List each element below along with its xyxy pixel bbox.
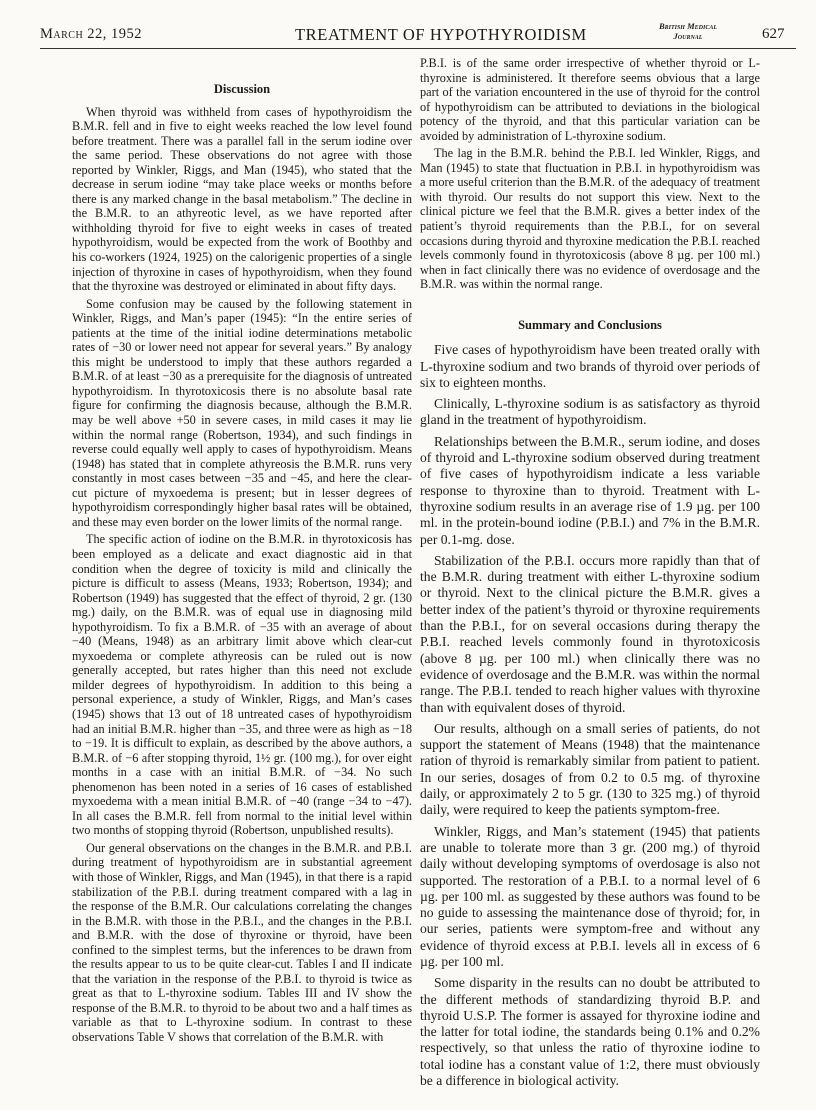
summary-paragraph: Five cases of hypothyroidism have been treated orally with L-thyroxine sodium and two brands of thyroid over periods of six to eighteen months.: [420, 342, 760, 390]
paragraph: When thyroid was withheld from cases of hypothyroidism the B.M.R. fell and in five to eight weeks reached the low level found before treatment. There was a parallel fall in the serum iodine over the same period. These observations do not agree with those reported by Winkler, Riggs, and Man (1945), who stated that the decrease in serum iodine “may take place weeks or months before there is any marked change in the basal metabolism.” The decline in the B.M.R. to an athyreotic level, as we have reported after withholding thyroid for five to eight weeks in cases of treated hypothyroidism, would be expected from the work of Boothby and his co-workers (1924, 1925) on the calorigenic properties of a single injection of thyroxine in cases of hypothyroidism, when they found that the thyroxine was destroyed or eliminated in about fifty days.: [72, 104, 412, 294]
paragraph: Some confusion may be caused by the following statement in Winkler, Riggs, and Man’s paper (1945): “In the entire series of patients at the time of the initial iodine determinations metabolic rates of −30 or lower need not appear for several years.” By analogy this might be understood to imply that these authors regarded a B.M.R. of at least −30 as a prerequisite for the diagnosis of untreated hypothyroidism. In thyrotoxicosis there is no absolute basal rate figure for confirming the diagnosis because, although the B.M.R. may be well above +50 in severe cases, in mild cases it may lie within the normal range (Robertson, 1934), and such findings in reverse could equally well apply to cases of hypothyroidism. Means (1948) has stated that in complete athyreosis the B.M.R. runs very constantly in most cases between −35 and −45, and here the clear-cut picture of myxoedema is present; but in lesser degrees of hypothyroidism correspondingly higher basal rates will be obtained, and these may even border on the lower limits of the normal range.: [72, 296, 412, 529]
left-column: [72, 62, 412, 1048]
section-heading-discussion: Discussion: [213, 82, 271, 96]
summary-paragraph: Winkler, Riggs, and Man’s statement (1945) that patients are unable to tolerate more than 3 gr. (200 mg.) of thyroid daily without developing symptoms of overdosage is also not supported. The restoration of a P.B.I. to a normal level of 6 µg. per 100 ml. as suggested by these authors was found to be no guide to assessing the maintenance dose of thyroid; for, in our series, patients were symptom-free and without any evidence of thyroid excess at P.B.I. levels all in excess of 6 µg. per 100 ml.: [420, 823, 760, 969]
header-date: March 22, 1952: [40, 26, 143, 42]
page-number: 627: [762, 26, 785, 42]
summary-paragraph: Stabilization of the P.B.I. occurs more rapidly than that of the B.M.R. during treatment with either L-thyroxine sodium or thyroid. Next to the clinical picture the B.M.R. gives a better index of the patient’s thyroid or thyroxine requirements than the P.B.I., for on several occasions during therapy the P.B.I. reached levels commonly found in thyrotoxicosis (above 8 µg. per 100 ml.) when clinically there was no evidence of overdosage and the B.M.R. was within the normal range. The P.B.I. tended to reach higher values with thyroxine than with equivalent doses of thyroid.: [420, 552, 760, 715]
journal-name: British Medical Journal: [658, 21, 718, 41]
summary-paragraph: Some disparity in the results can no doubt be attributed to the different methods of standardizing thyroid B.P. and thyroid U.S.P. The former is assayed for thyroxine iodine and the latter for total iodine, the standards being 0.1% and 0.2% respectively, so that unless the ratio of thyroxine iodine to total iodine has a constant value of 1:2, there must obviously be a difference in biological activity.: [420, 975, 760, 1089]
summary-paragraph: Our results, although on a small series of patients, do not support the statement of Means (1948) that the maintenance ration of thyroid is remarkably similar from patient to patient. In our series, dosages of from 0.2 to 0.5 mg. of thyroxine daily, or approximately 2 to 5 gr. (130 to 325 mg.) of thyroid daily, were required to keep the patients symptom-free.: [420, 720, 760, 818]
header-rule: [40, 48, 796, 49]
paragraph: P.B.I. is of the same order irrespective of whether thyroid or L-thyroxine is administered. It therefore seems obvious that a large part of the variation encountered in the use of thyroid for the control of hypothyroidism can be attributed to deviations in the biological potency of the thyroid, and that this particular variation can be avoided by administration of L-thyroxine sodium.: [420, 56, 760, 143]
paragraph: The specific action of iodine on the B.M.R. in thyrotoxicosis has been employed as a delicate and exact diagnostic aid in that condition when the degree of toxicity is mild and clinically the picture is difficult to assess (Means, 1933; Robertson, 1934); and Robertson (1949) has suggested that the effect of thyroid, 2 gr. (130 mg.) daily, on the B.M.R. was of equal use in diagnosing mild hypothyroidism. To fix a B.M.R. of −35 with an average of about −40 (Means, 1948) as an arbitrary limit above which clear-cut myxoedema or complete athyreosis can be ruled out is now generally accepted, but rates higher than this need not exclude milder degrees of hypothyroidism. In addition to this being a personal experience, a study of Winkler, Riggs, and Man’s cases (1945) shows that 13 out of 18 untreated cases of hypothyroidism had an initial B.M.R. higher than −35, and three were as high as −18 to −19. It is difficult to explain, as described by the above authors, a B.M.R. of −6 after stopping thyroid, 1½ gr. (100 mg.), for over eight months in a case with an initial B.M.R. of −34. No such phenomenon has been noted in a series of 16 cases of established myxoedema with a mean initial B.M.R. of −40 (range −34 to −47). In all cases the B.M.R. fell from normal to the initial level within two months of stopping thyroid (Robertson, unpublished results).: [72, 532, 412, 838]
header-title: TREATMENT OF HYPOTHYROIDISM: [295, 25, 587, 44]
summary-paragraph: Clinically, L-thyroxine sodium is as satisfactory as thyroid gland in the treatment of hypothyroidism.: [420, 396, 760, 428]
paragraph: The lag in the B.M.R. behind the P.B.I. led Winkler, Riggs, and Man (1945) to state that fluctuation in P.B.I. in hypothyroidism was a more useful criterion than the B.M.R. of the adequacy of treatment with thyroid. Our results do not support this view. Next to the clinical picture we feel that the B.M.R. gives a better index of the patient’s thyroid requirements than the P.B.I., for on several occasions during thyroid and thyroxine medication the P.B.I. reached levels commonly found in thyrotoxicosis (above 8 µg. per 100 ml.) when in fact clinically there was no evidence of overdosage and the B.M.R. was within the normal range.: [420, 146, 760, 292]
right-column: [420, 56, 760, 1094]
section-heading-summary: Summary and Conclusions: [518, 317, 662, 332]
summary-paragraph: Relationships between the B.M.R., serum iodine, and doses of thyroid and L-thyroxine sodium observed during treatment of five cases of hypothyroidism indicate a less variable response to thyroxine than to thyroid. Treatment with L-thyroxine sodium results in an average rise of 1.9 µg. per 100 ml. in the protein-bound iodine (P.B.I.) and 7% in the B.M.R. per 0.1-mg. dose.: [420, 433, 760, 547]
summary-block: [420, 342, 760, 1089]
paragraph: Our general observations on the changes in the B.M.R. and P.B.I. during treatment of hypothyroidism are in substantial agreement with those of Winkler, Riggs, and Man (1945), in that there is a rapid stabilization of the P.B.I. during treatment compared with a lag in the response of the B.M.R. Our calculations correlating the changes in the B.M.R. with those in the P.B.I., and the changes in the P.B.I. and B.M.R. with the dose of thyroxine or thyroid, have been confined to the simplest terms, but the inferences to be drawn from the results appear to us to be quite clear-cut. Tables I and II indicate that the variation in the response of the P.B.I. to thyroid is twice as great as that to L-thyroxine sodium. Tables III and IV show the response of the B.M.R. to thyroid to be about two and a half times as variable as that to L-thyroxine sodium. In contrast to these observations Table V shows that correlation of the B.M.R. with: [72, 840, 412, 1044]
